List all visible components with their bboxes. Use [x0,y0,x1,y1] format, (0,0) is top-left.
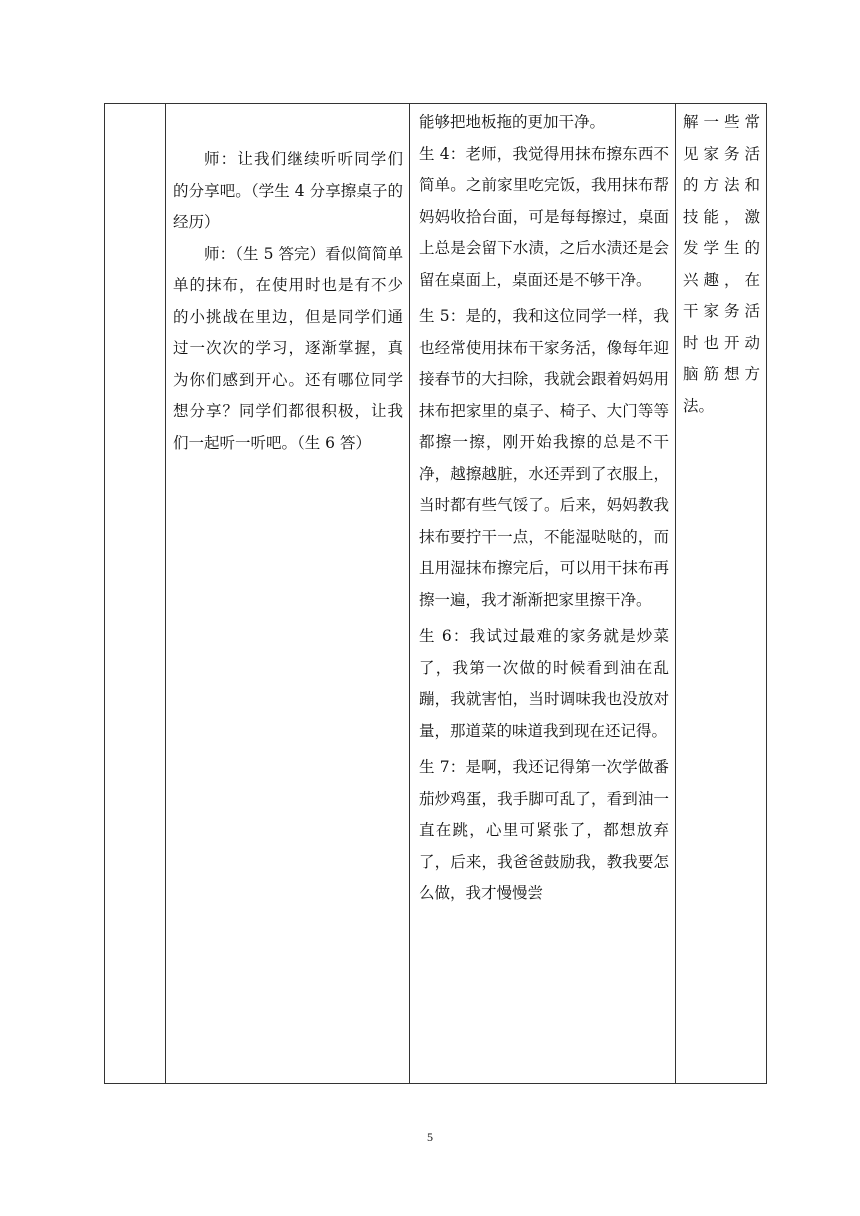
teacher-activity-cell [166,104,410,1084]
stage-cell [105,104,166,1084]
student-line: 生 4：老师，我觉得用抹布擦东西不简单。之前家里吃完饭，我用抹布帮妈妈收拾台面，可是每每擦过，桌面上总是会留下水渍，之后水渍还是会留在桌面上，桌面还是不够干净。 [419,144,669,289]
page-number: 5 [427,1130,433,1144]
teacher-line: 师：让我们继续听听同学们的分享吧。（学生 4 分享擦桌子的经历） [173,150,403,231]
table-row [105,104,767,1084]
student-activity-cell [410,104,676,1084]
design-intent-cell [676,104,767,1084]
teacher-line: 师：（生 5 答完）看似简简单单的抹布，在使用时也是有不少的小挑战在里边，但是同学们通过一次次的学习，逐渐掌握，真为你们感到开心。还有哪位同学想分享？同学们都很积极，让我们一起听一听吧。（生 6 答） [173,244,403,452]
student-line: 生 6：我试过最难的家务就是炒菜了，我第一次做的时候看到油在乱蹦，我就害怕，当时调味我也没放对量，那道菜的味道我到现在还记得。 [419,627,669,740]
student-line: 能够把地板拖的更加干净。 [419,113,606,131]
lesson-plan-table [104,103,767,1084]
design-intent-text: 解一些常见家务活的方法和技能，激发学生的兴趣，在干家务活时也开动脑筋想方法。 [683,113,760,415]
student-line: 生 5：是的，我和这位同学一样，我也经常使用抹布干家务活，像每年迎接春节的大扫除，我就会跟着妈妈用抹布把家里的桌子、椅子、大门等等都擦一擦，刚开始我擦的总是不干净，越擦越脏，水还弄到了衣服上，当时都有些气馁了。后来，妈妈教我抹布要拧干一点，不能湿哒哒的，而且用湿抹布擦完后，可以用干抹布再擦一遍，我才渐渐把家里擦干净。 [419,307,669,609]
student-line: 生 7：是啊，我还记得第一次学做番茄炒鸡蛋，我手脚可乱了，看到油一直在跳，心里可紧张了，都想放弃了，后来，我爸爸鼓励我，教我要怎么做，我才慢慢尝 [419,758,669,902]
